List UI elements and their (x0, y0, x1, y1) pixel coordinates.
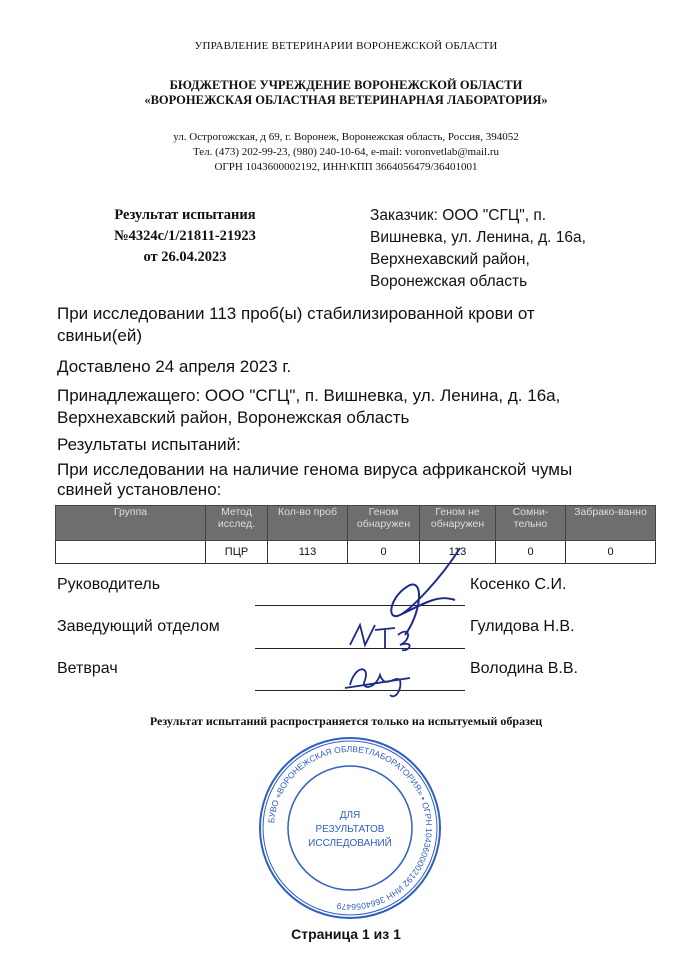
samples-paragraph (57, 303, 677, 347)
org-line-1: БЮДЖЕТНОЕ УЧРЕЖДЕНИЕ ВОРОНЕЖСКОЙ ОБЛАСТИ (169, 78, 523, 92)
text-line: свиньи(ей) (57, 326, 143, 345)
customer-block (370, 205, 660, 293)
col-header: Группа (56, 506, 206, 541)
cell (56, 541, 206, 564)
table-header-row (56, 506, 656, 541)
signature-role: Руководитель (57, 576, 161, 593)
signature-mark (391, 548, 460, 635)
cell: ПЦР (206, 541, 268, 564)
cell: 0 (566, 541, 656, 564)
authority-header: УПРАВЛЕНИЕ ВЕТЕРИНАРИИ ВОРОНЕЖСКОЙ ОБЛАСТИ (194, 40, 498, 52)
delivered-date: Доставлено 24 апреля 2023 г. (57, 357, 292, 376)
signature-name: Гулидова Н.В. (470, 618, 575, 635)
text-line: свиней установлено: (57, 480, 222, 499)
result-title: Результат испытания (114, 207, 256, 223)
result-number: №4324с/1/21811-21923 (114, 228, 256, 244)
address: ул. Острогожская, д 69, г. Воронеж, Воронежская область, Россия, 394052 (173, 131, 519, 143)
signature-role: Ветврач (57, 660, 118, 677)
organization-name (0, 78, 692, 108)
col-header: Метод исслед. (206, 506, 268, 541)
col-header: Геном не обнаружен (420, 506, 496, 541)
cell: 0 (496, 541, 566, 564)
findings-paragraph (57, 460, 677, 500)
result-date: от 26.04.2023 (143, 249, 227, 265)
registry: ОГРН 1043600002192, ИНН\КПП 3664056479/36401001 (214, 161, 478, 173)
signature-name: Володина В.В. (470, 660, 578, 677)
text-line: При исследовании на наличие генома вируса африканской чумы (57, 460, 573, 479)
results-heading: Результаты испытаний: (57, 435, 241, 454)
customer-line: Воронежская область (370, 273, 528, 290)
stamp-inner-text (308, 810, 392, 849)
cell: 0 (348, 541, 420, 564)
handwritten-signatures (340, 540, 490, 710)
signature-name: Косенко С.И. (470, 576, 567, 593)
col-header: Кол-во проб (268, 506, 348, 541)
text-line: При исследовании 113 проб(ы) стабилизированной крови от (57, 304, 535, 323)
page-number: Страница 1 из 1 (291, 926, 401, 942)
text-line: Принадлежащего: ООО "СГЦ", п. Вишневка, ул. Ленина, д. 16а, (57, 386, 561, 405)
result-block (80, 205, 290, 268)
signature-mark (345, 669, 410, 696)
cell: 113 (420, 541, 496, 564)
stamp-outer-text: БУВО «ВОРОНЕЖСКАЯ ОБЛВЕТЛАБОРАТОРИЯ» • ОГРН 1043600002192 ИНН 3664056479 (266, 743, 435, 913)
contacts: Тел. (473) 202-99-23, (980) 240-10-64, e-mail: voronvetlab@mail.ru (192, 146, 499, 158)
col-header: Сомни-тельно (496, 506, 566, 541)
signature-mark (350, 625, 410, 650)
owner-paragraph (57, 385, 677, 429)
stamp-inner-word: ИССЛЕДОВАНИЙ (308, 838, 392, 849)
text-line: Верхнехавский район, Воронежская область (57, 408, 410, 427)
col-header: Геном обнаружен (348, 506, 420, 541)
organization-contacts (0, 130, 692, 175)
stamp-inner-word: ДЛЯ (339, 810, 361, 821)
customer-line: Верхнехавский район, (370, 251, 530, 268)
col-header: Забрако-ванно (566, 506, 656, 541)
customer-line: Заказчик: ООО "СГЦ", п. (370, 207, 547, 224)
validity-note: Результат испытаний распространяется только на испытуемый образец (149, 714, 543, 728)
org-line-2: «ВОРОНЕЖСКАЯ ОБЛАСТНАЯ ВЕТЕРИНАРНАЯ ЛАБОРАТОРИЯ» (144, 93, 548, 107)
signature-role: Заведующий отделом (57, 618, 220, 635)
customer-line: Вишневка, ул. Ленина, д. 16а, (370, 229, 586, 246)
stamp-inner-word: РЕЗУЛЬТАТОВ (315, 824, 385, 835)
official-stamp (258, 736, 442, 920)
cell: 113 (268, 541, 348, 564)
